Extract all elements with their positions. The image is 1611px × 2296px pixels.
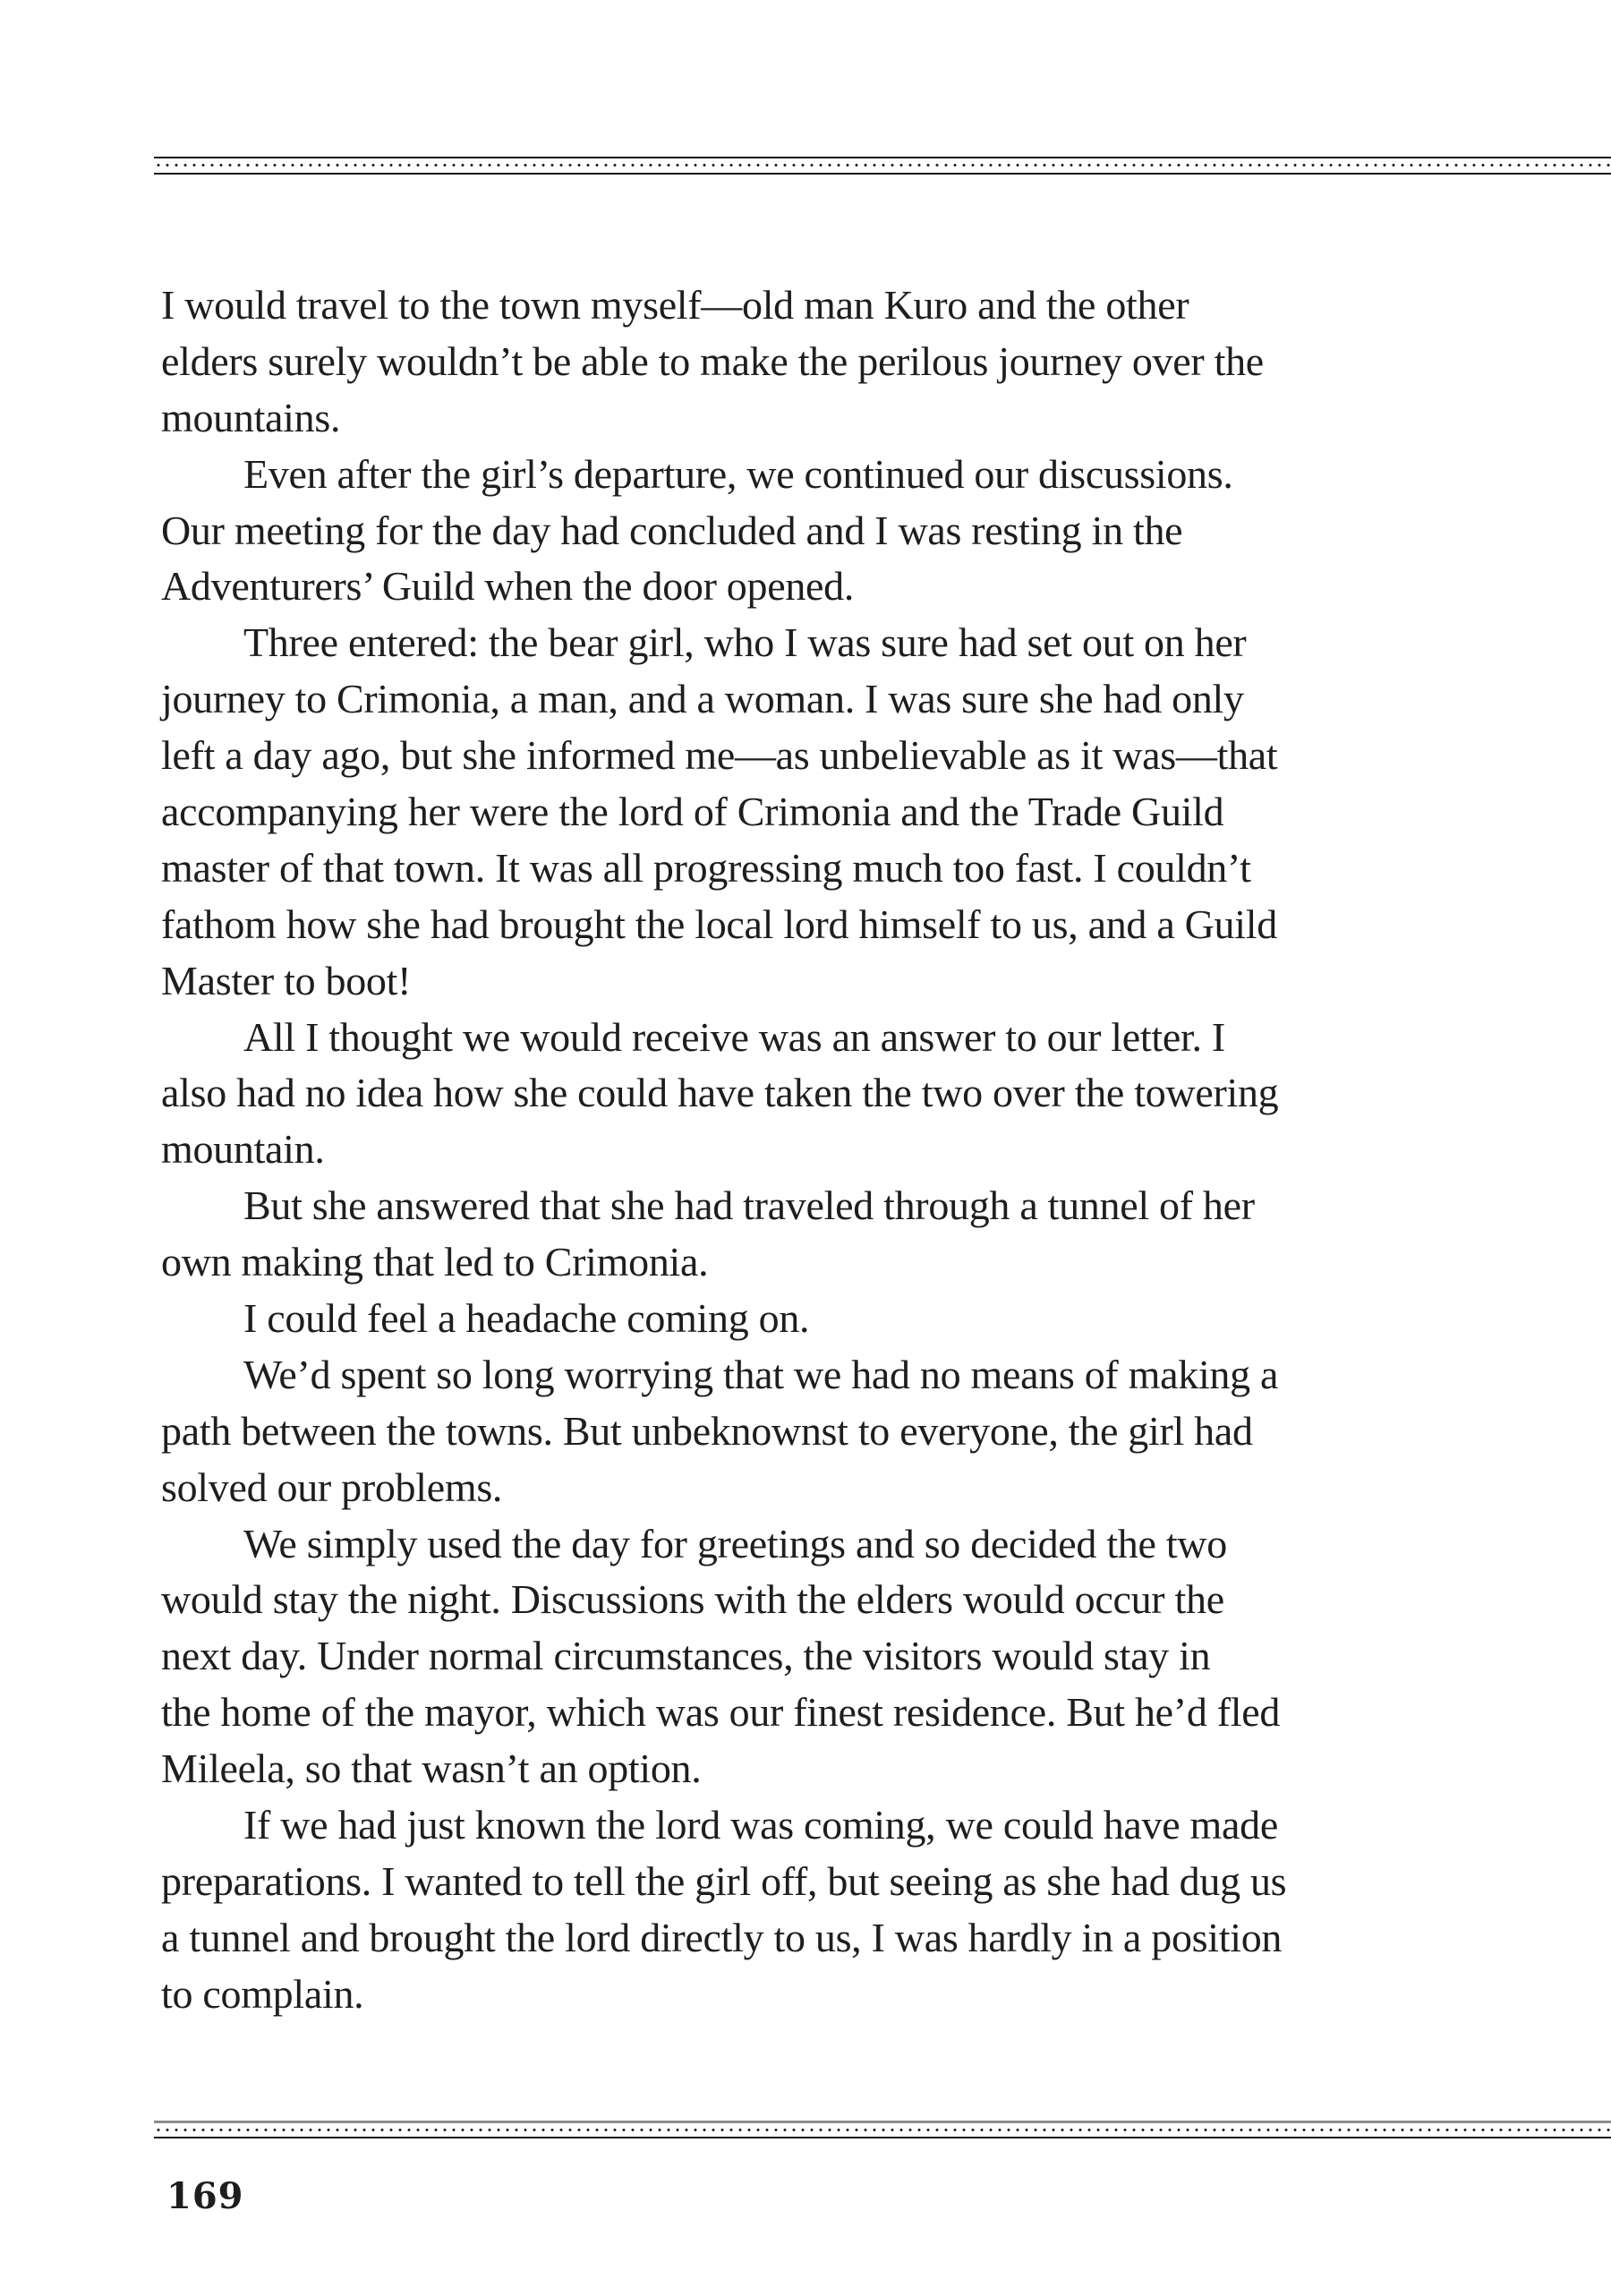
text-line: Adventurers’ Guild when the door opened. — [161, 563, 855, 610]
text-line: the home of the mayor, which was our finest residence. But he’d fled — [161, 1689, 1281, 1736]
text-line: own making that led to Crimonia. — [161, 1239, 709, 1285]
rule-line-upper — [154, 157, 1611, 158]
rule-line-lower — [154, 2137, 1611, 2138]
paragraph-first-line: If we had just known the lord was coming, we could have made — [243, 1802, 1278, 1848]
rule-line-upper — [154, 2121, 1611, 2123]
text-line: Our meeting for the day had concluded and I was resting in the — [161, 507, 1183, 553]
rule-dotted-line — [154, 164, 1611, 166]
text-line: I would travel to the town myself—old man Kuro and the other — [161, 282, 1189, 328]
text-line: Master to boot! — [161, 957, 412, 1003]
text-line: a tunnel and brought the lord directly to us, I was hardly in a position — [161, 1914, 1283, 1960]
text-line: left a day ago, but she informed me—as unbelievable as it was—that — [161, 732, 1278, 779]
text-line: would stay the night. Discussions with the elders would occur the — [161, 1576, 1224, 1623]
text-line: accompanying her were the lord of Crimonia and the Trade Guild — [161, 789, 1224, 835]
paragraph-first-line: We simply used the day for greetings and so decided the two — [243, 1520, 1227, 1566]
paragraph-first-line: Three entered: the bear girl, who I was sure had set out on her — [243, 619, 1247, 666]
text-line: Mileela, so that wasn’t an option. — [161, 1745, 702, 1792]
paragraph-first-line: Even after the girl’s departure, we continued our discussions. — [243, 450, 1233, 497]
text-line: elders surely wouldn’t be able to make the perilous journey over the — [161, 337, 1264, 384]
text-line: also had no idea how she could have taken the two over the towering — [161, 1070, 1279, 1116]
header-decorative-rule — [154, 157, 1611, 175]
page-body-text — [161, 277, 1450, 2023]
paragraph-first-line: We’d spent so long worrying that we had no means of making a — [243, 1351, 1279, 1397]
text-line: mountain. — [161, 1126, 325, 1173]
text-line: path between the towns. But unbeknownst to everyone, the girl had — [161, 1407, 1253, 1454]
text-line: fathom how she had brought the local lord himself to us, and a Guild — [161, 900, 1277, 947]
text-line: next day. Under normal circumstances, the visitors would stay in — [161, 1633, 1211, 1679]
text-line: to complain. — [161, 1970, 364, 2017]
rule-dotted-line — [154, 2129, 1611, 2131]
paragraph-first-line: But she answered that she had traveled through a tunnel of her — [243, 1182, 1255, 1229]
page-number: 169 — [166, 2175, 244, 2217]
text-line: journey to Crimonia, a man, and a woman. I was sure she had only — [161, 676, 1244, 722]
text-line: preparations. I wanted to tell the girl off, but seeing as she had dug us — [161, 1857, 1287, 1904]
text-line: mountains. — [161, 394, 341, 440]
rule-line-lower — [154, 173, 1611, 175]
footer-decorative-rule — [154, 2121, 1611, 2138]
paragraph-first-line: I could feel a headache coming on. — [243, 1295, 810, 1342]
text-line: master of that town. It was all progressing much too fast. I couldn’t — [161, 844, 1251, 891]
paragraph-first-line: All I thought we would receive was an answer to our letter. I — [243, 1013, 1225, 1060]
text-line: solved our problems. — [161, 1464, 503, 1510]
